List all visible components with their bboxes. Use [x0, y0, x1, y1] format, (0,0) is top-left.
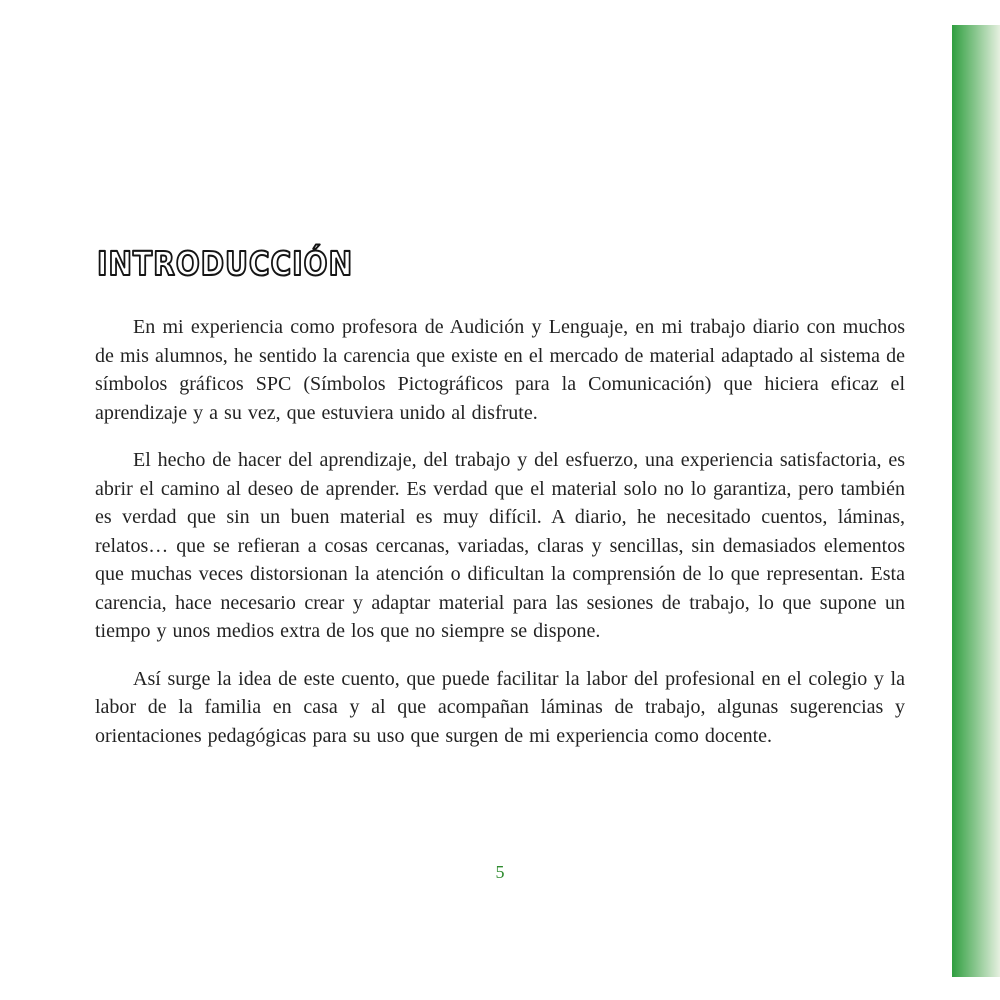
text-column: [95, 242, 905, 769]
page-number: 5: [495, 862, 505, 882]
body-text: [95, 313, 905, 750]
page-title: [95, 242, 905, 286]
paragraph: Así surge la idea de este cuento, que puede facilitar la labor del profesional en el colegio y la labor de la familia en casa y al que acompañan láminas de trabajo, algunas sugerencias y orientaciones pedagógicas para su uso que surgen de mi experiencia como docente.: [95, 667, 905, 747]
paragraph: El hecho de hacer del aprendizaje, del trabajo y del esfuerzo, una experiencia satisfactoria, es abrir el camino al deseo de aprender. Es verdad que el material solo no lo garantiza, pero también es verdad que sin un buen material es muy difícil. A diario, he necesitado cuentos, láminas, relatos… que se refieran a cosas cercanas, variadas, claras y sencillas, sin demasiados elementos que muchas veces distorsionan la atención o dificultan la comprensión de lo que representan. Esta carencia, hace necesario crear y adaptar material para las sesiones de trabajo, lo que supone un tiempo y unos medios extra de los que no siempre se dispone.: [95, 449, 905, 642]
green-gradient-bar: [952, 25, 1000, 977]
outline-title-graphic: [95, 242, 396, 286]
page-title-text: INTRODUCCIÓN: [97, 244, 396, 283]
paragraph: En mi experiencia como profesora de Audición y Lenguaje, en mi trabajo diario con muchos de mis alumnos, he sentido la carencia que existe en el mercado de material adaptado al sistema de símbolos gráficos SPC (Símbolos Pictográficos para la Comunicación) que hiciera eficaz el aprendizaje y a su vez, que estuviera unido al disfrute.: [95, 316, 905, 424]
